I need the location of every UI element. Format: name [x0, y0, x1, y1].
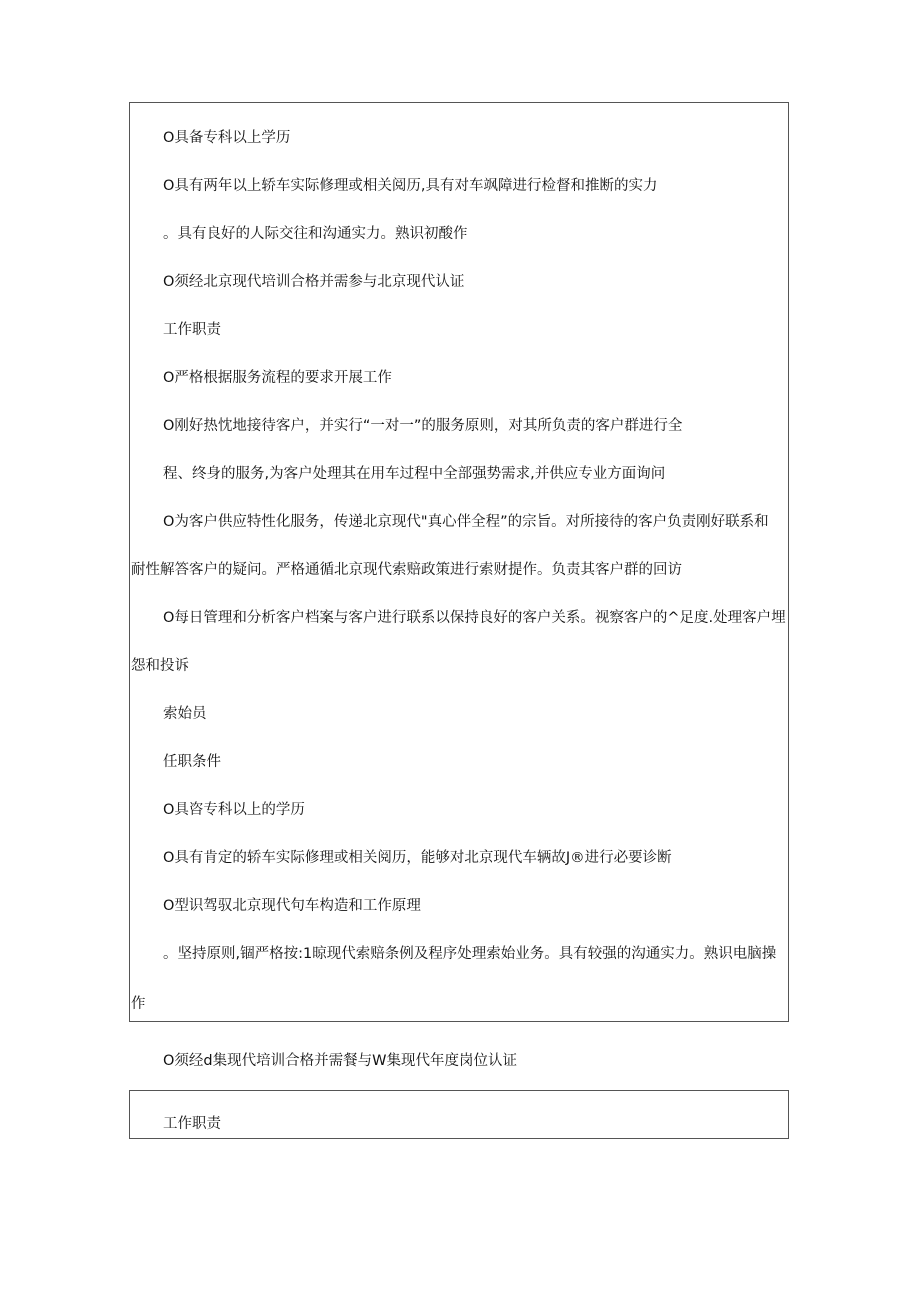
text-line: 作 [131, 996, 146, 1012]
section-heading: 工作职责 [163, 1116, 221, 1132]
text-line: O严格根据服务流程的要求开展工作 [163, 370, 392, 386]
text-line: O具备专科以上学历 [163, 130, 291, 146]
text-line: 怨和投诉 [131, 658, 189, 674]
text-line: O须经d集现代培训合格并需餐与W集现代年度岗位认证 [163, 1053, 517, 1069]
text-line: O刚好热忱地接待客户，并实行“一对一”的服务原则，对其所负责的客户群进行全 [163, 418, 683, 434]
text-line: O具有肯定的轿车实际修理或相关阅历，能够对北京现代车辆故J®进行必要诊断 [163, 850, 672, 866]
text-line: 。具有良好的人际交往和沟通实力。熟识初酸作 [163, 226, 468, 242]
text-line: O具有两年以上轿车实际修理或相关阅历,具有对车飒障进行检督和推断的实力 [163, 178, 658, 194]
section-heading: 工作职责 [163, 322, 221, 338]
text-line: O具咨专科以上的学历 [163, 802, 305, 818]
text-line: 程、终身的服务,为客户处理其在用车过程中全部强势需求,并供应专业方面询问 [163, 466, 666, 482]
text-line: O型识驾驭北京现代句车构造和工作原理 [163, 898, 421, 914]
section-heading: 任职条件 [163, 754, 221, 770]
text-line: 耐性解答客户的疑问。严格通循北京现代索赔政策进行索财提作。负责其客户群的回访 [131, 562, 682, 578]
text-line: O须经北京现代培训合格并需参与北京现代认证 [163, 274, 465, 290]
text-line: 。坚持原则,锢严格按:1晾现代索赔条例及程序处理索始业务。具有较强的沟通实力。熟识电脑操 [163, 946, 777, 962]
content-table-box [129, 1090, 789, 1139]
text-line: O每日管理和分析客户档案与客户进行联系以保持良好的客户关系。视察客户的^足度.处理客户埋 [163, 610, 786, 626]
text-line: O为客户供应特性化服务，传递北京现代"真心伴全程”的宗旨。对所接待的客户负责刚好联系和 [163, 514, 769, 530]
section-heading: 索始员 [163, 706, 207, 722]
